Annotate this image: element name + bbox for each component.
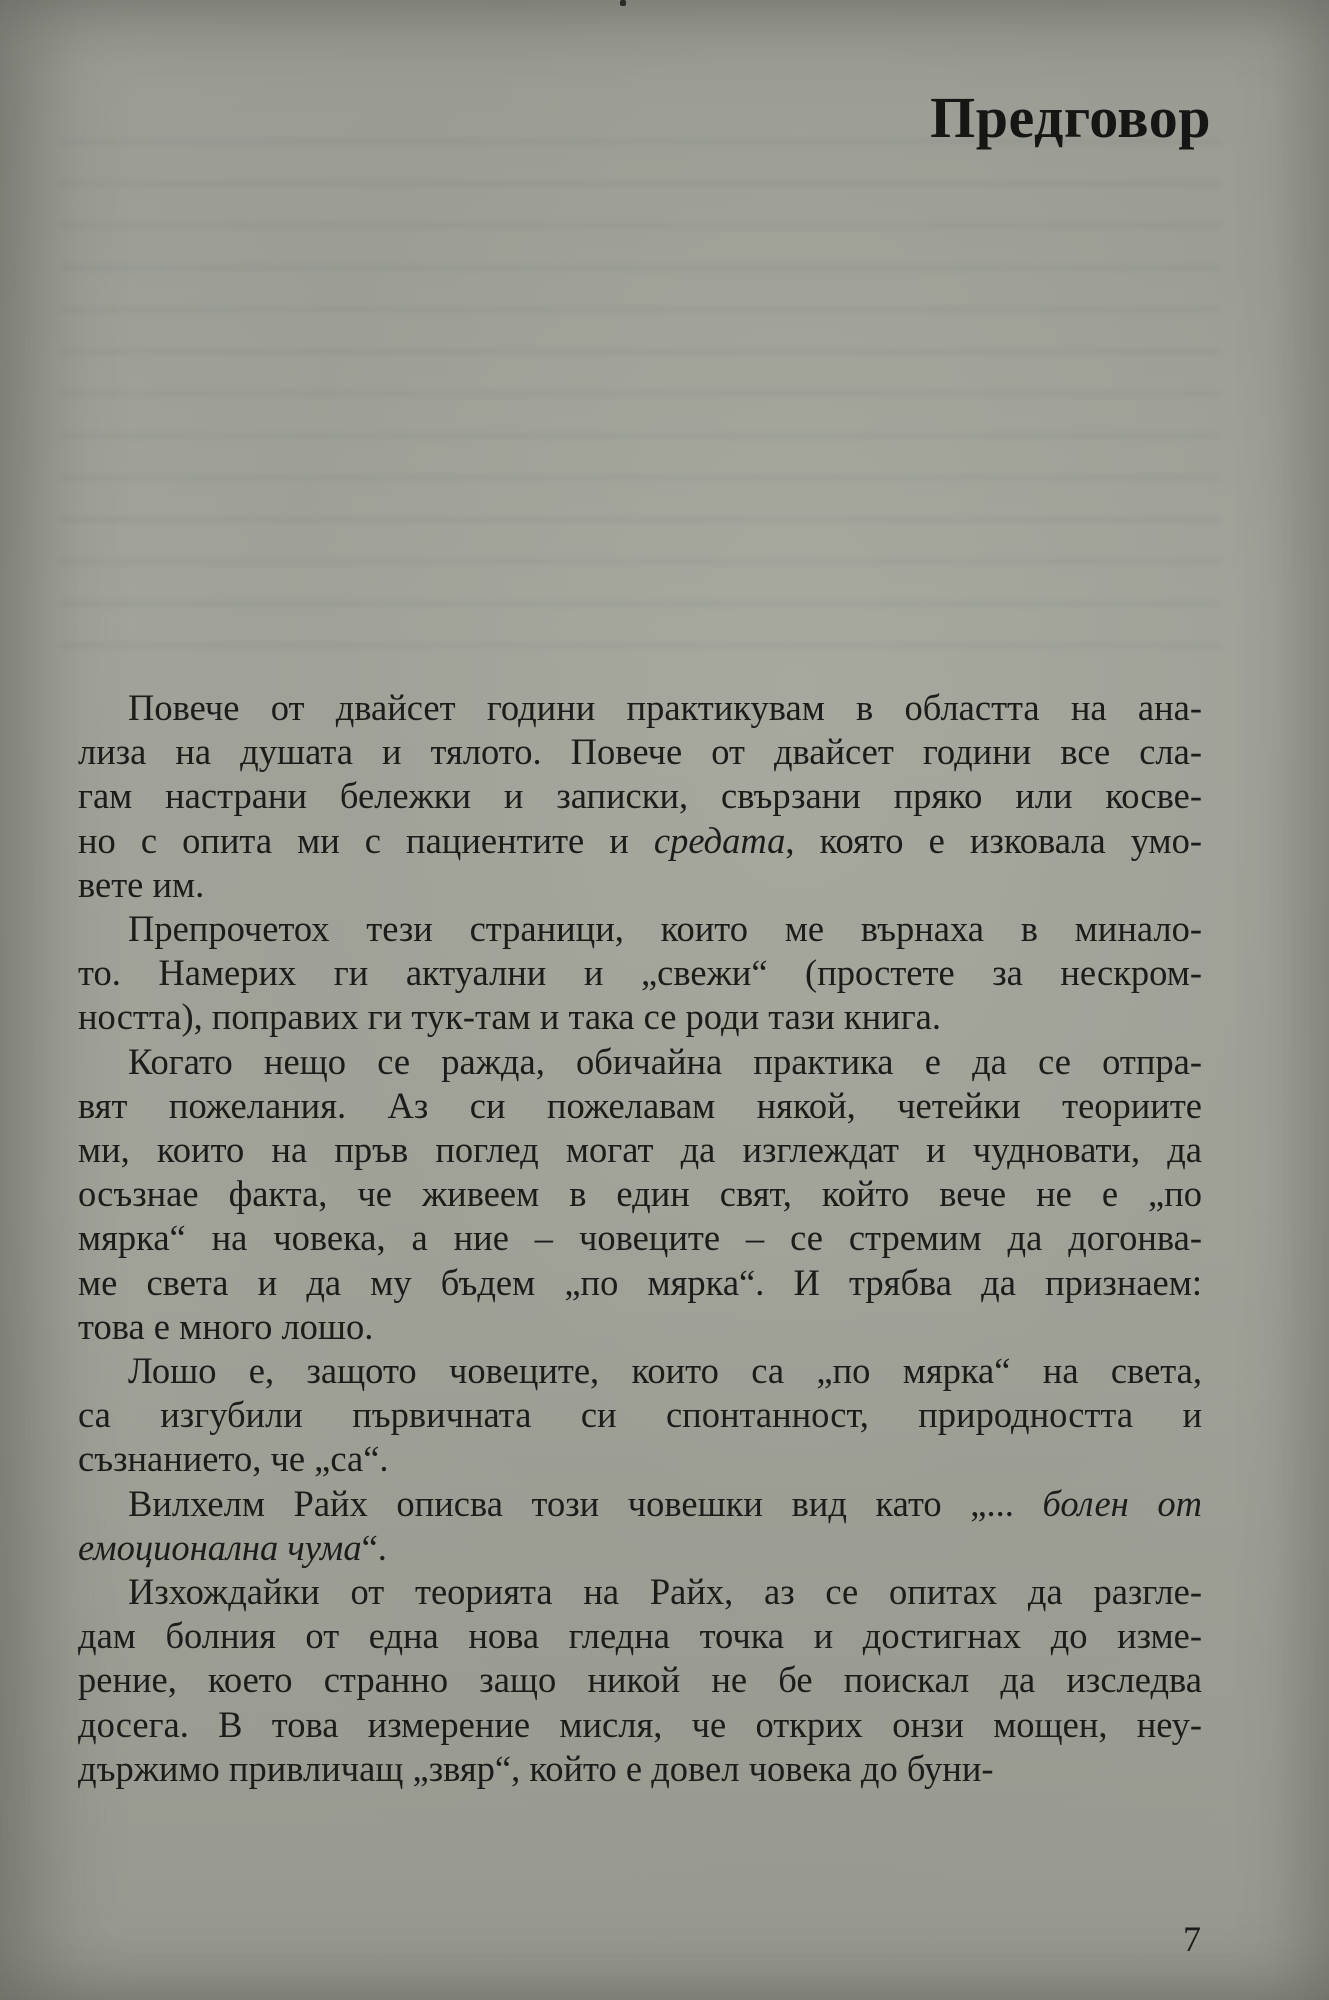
text-run: Когато нещо се ражда, обичайна практика е да се отпра- [128,1040,1202,1082]
text-line [78,1349,1202,1393]
text-line [78,1261,1202,1305]
text-run: ността), поправих ги тук-там и така се роди тази книга. [78,996,941,1038]
text-line [78,686,1202,730]
italic-text: средата [653,819,786,861]
text-line [78,1128,1202,1172]
text-run: то. Намерих ги актуални и „свежи“ (простете за нескром- [78,952,1202,994]
text-line [78,730,1202,774]
text-line [78,774,1202,818]
italic-text: емоционална чума [78,1526,362,1568]
text-run: рение, което странно защо никой не бе поискал да изследва [78,1659,1202,1701]
text-run: вят пожелания. Аз си пожелавам някой, четейки теориите [78,1084,1202,1126]
text-run: гам настрани бележки и записки, свързани пряко или косве- [78,775,1202,817]
show-through-text [60,140,1220,660]
text-run: но с опита ми с пациентите и [78,819,654,861]
text-run: ми, които на пръв поглед могат да изглеждат и чудновати, да [78,1129,1202,1171]
text-run: дам болния от една нова гледна точка и достигнах до изме- [78,1615,1202,1657]
text-run: мярка“ на човека, а ние – човеците – се стремим да догонва- [78,1217,1202,1259]
text-run: ме света и да му бъдем „по мярка“. И трябва да признаем: [78,1261,1202,1303]
text-line [78,1570,1202,1614]
text-run: вете им. [78,863,205,905]
text-line [78,1747,1202,1791]
text-line [78,995,1202,1039]
paragraph [78,686,1202,907]
body-text [78,686,1202,1791]
paragraph [78,907,1202,1040]
text-line [78,819,1202,863]
text-run: “. [361,1526,387,1568]
text-run: Повече от двайсет години практикувам в областта на ана- [128,687,1202,728]
italic-text: болен от [1042,1482,1202,1524]
text-line [78,951,1202,995]
text-run: съзнанието, че „са“. [78,1438,389,1480]
text-line [78,1172,1202,1216]
paragraph [78,1570,1202,1791]
text-line [78,1040,1202,1084]
text-line [78,1526,1202,1570]
text-line [78,1658,1202,1702]
text-run: са изгубили първичната си спонтанност, природността и [78,1394,1202,1436]
text-line [78,1084,1202,1128]
text-run: осъзнае факта, че живеем в един свят, който вече не е „по [78,1173,1202,1215]
text-line [78,863,1202,907]
text-run: , която е изковала умо- [785,819,1202,861]
text-line [78,1216,1202,1260]
text-run: държимо привличащ „звяр“, който е довел човека до буни- [78,1747,994,1789]
page-number: 7 [1183,1919,1201,1959]
text-line [78,907,1202,951]
text-line [78,1437,1202,1481]
text-run: това е много лошо. [78,1305,374,1347]
text-run: Препрочетох тези страници, които ме върнаха в минало- [128,908,1202,950]
text-run: досега. В това измерение мисля, че открих онзи мощен, неу- [78,1703,1202,1745]
paragraph [78,1040,1202,1349]
text-line [78,1703,1202,1747]
text-line [78,1482,1202,1526]
paragraph [78,1482,1202,1570]
text-line [78,1393,1202,1437]
text-run: Вилхелм Райх описва този човешки вид като „... [128,1482,1043,1524]
text-run: Лошо е, защото човеците, които са „по мярка“ на света, [128,1350,1202,1392]
text-line [78,1305,1202,1349]
page-mark [620,0,626,6]
text-run: Изхождайки от теорията на Райх, аз се опитах да разгле- [128,1571,1202,1613]
text-run: лиза на душата и тялото. Повече от двайсет години все сла- [78,731,1202,773]
text-line [78,1614,1202,1658]
paragraph [78,1349,1202,1482]
chapter-title: Предговор [930,85,1211,150]
